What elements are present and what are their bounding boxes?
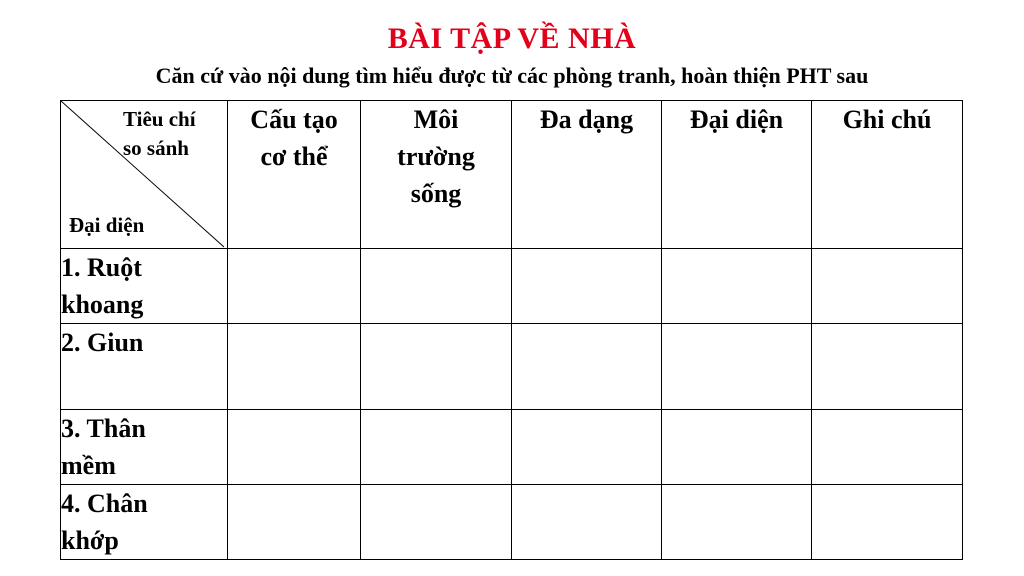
answer-cell[interactable] (512, 410, 662, 485)
table-row (61, 410, 963, 485)
row-label-arthropoda: 4. Chân khớp (61, 485, 228, 560)
answer-cell[interactable] (662, 410, 812, 485)
answer-cell[interactable] (228, 249, 361, 324)
column-header-representative: Đại diện (662, 101, 812, 249)
worksheet-table (60, 100, 963, 560)
column-header-structure: Cấu tạo cơ thể (228, 101, 361, 249)
instruction-text: Căn cứ vào nội dung tìm hiểu được từ các phòng tranh, hoàn thiện PHT sau (155, 63, 869, 88)
answer-cell[interactable] (361, 485, 512, 560)
table-row (61, 249, 963, 324)
page-title: BÀI TẬP VỀ NHÀ (387, 22, 637, 55)
answer-cell[interactable] (361, 249, 512, 324)
column-header-habitat: Môi trường sống (361, 101, 512, 249)
answer-cell[interactable] (228, 485, 361, 560)
column-header-diversity: Đa dạng (512, 101, 662, 249)
answer-cell[interactable] (361, 410, 512, 485)
answer-cell[interactable] (662, 249, 812, 324)
answer-cell[interactable] (512, 324, 662, 410)
corner-header-cell (61, 101, 228, 249)
answer-cell[interactable] (812, 324, 963, 410)
row-label-cnidaria: 1. Ruột khoang (61, 249, 228, 324)
row-label-worms: 2. Giun (61, 324, 228, 410)
answer-cell[interactable] (512, 249, 662, 324)
answer-cell[interactable] (662, 485, 812, 560)
answer-cell[interactable] (228, 410, 361, 485)
table-row (61, 324, 963, 410)
table-header-row (61, 101, 963, 249)
answer-cell[interactable] (812, 410, 963, 485)
criteria-label: Tiêu chí so sánh (123, 107, 196, 160)
answer-cell[interactable] (361, 324, 512, 410)
column-header-notes: Ghi chú (812, 101, 963, 249)
row-label-mollusca: 3. Thân mềm (61, 410, 228, 485)
answer-cell[interactable] (662, 324, 812, 410)
answer-cell[interactable] (228, 324, 361, 410)
representative-label: Đại diện (69, 213, 145, 237)
answer-cell[interactable] (812, 249, 963, 324)
answer-cell[interactable] (812, 485, 963, 560)
table-row (61, 485, 963, 560)
answer-cell[interactable] (512, 485, 662, 560)
